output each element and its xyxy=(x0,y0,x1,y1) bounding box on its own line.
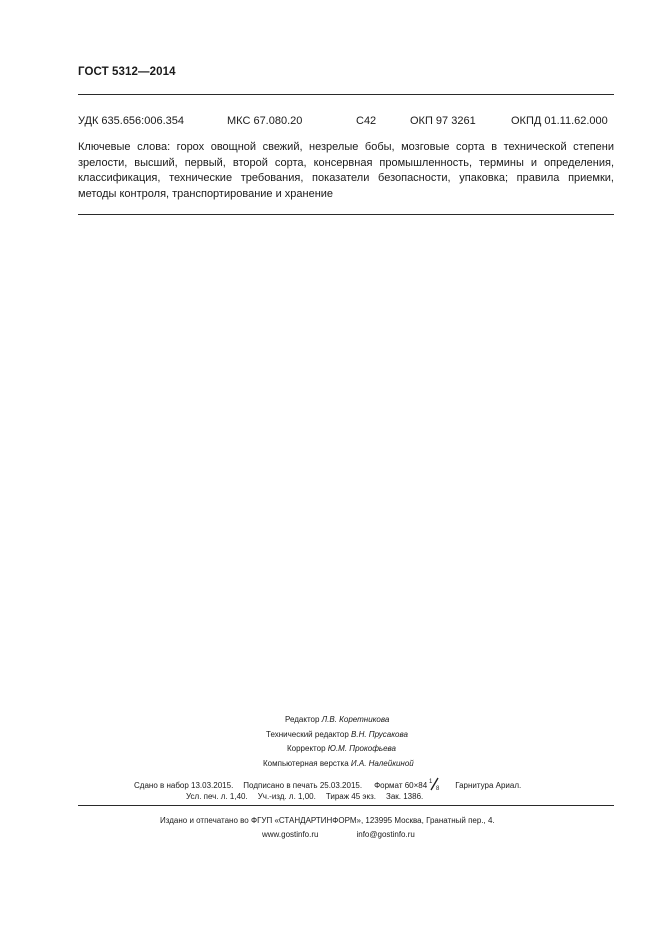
document-code: ГОСТ 5312—2014 xyxy=(78,66,176,78)
typeface: Гарнитура Ариал. xyxy=(455,781,522,790)
credit-name: И.А. Налейкиной xyxy=(350,758,414,768)
website-link[interactable]: www.gostinfo.ru xyxy=(262,830,319,839)
print-dates-line xyxy=(134,779,521,790)
svg-text:1: 1 xyxy=(429,779,433,785)
mks-code: МКС 67.080.20 xyxy=(227,115,303,127)
publisher-line: Издано и отпечатано во ФГУП «СТАНДАРТИНФОРМ», 123995 Москва, Гранатный пер., 4. xyxy=(160,816,495,825)
svg-text:8: 8 xyxy=(436,786,440,791)
credit-tech-editor xyxy=(266,728,408,743)
copies: Тираж 45 экз. xyxy=(325,792,376,801)
imprint-divider xyxy=(78,805,614,806)
credit-label: Корректор xyxy=(287,744,326,753)
top-divider xyxy=(78,94,614,95)
credit-label: Компьютерная верстка xyxy=(263,758,349,768)
credit-editor xyxy=(285,713,389,728)
order-number: Зак. 1386. xyxy=(386,792,424,801)
credit-name: В.Н. Прусакова xyxy=(351,729,408,739)
okp-code: ОКП 97 3261 xyxy=(410,115,476,127)
credit-layout xyxy=(263,757,414,772)
one-eighth-fraction-icon xyxy=(429,779,441,789)
okpd-code: ОКПД 01.11.62.000 xyxy=(511,115,608,127)
credit-name: Ю.М. Прокофьева xyxy=(327,744,396,753)
sent-to-set: Сдано в набор 13.03.2015. xyxy=(134,781,234,790)
c-code: С42 xyxy=(356,115,377,127)
signed-to-print: Подписано в печать 25.03.2015. xyxy=(243,781,363,790)
print-volume-line xyxy=(186,792,423,801)
credit-corrector xyxy=(287,742,396,757)
udk-code: УДК 635.656:006.354 xyxy=(78,115,184,127)
credit-label: Технический редактор xyxy=(266,729,349,739)
email-link[interactable]: info@gostinfo.ru xyxy=(356,830,415,839)
keywords-paragraph: Ключевые слова: горох овощной свежий, незрелые бобы, мозговые сорта в технической степени зрелости, высший, первый, второй сорта, консервная промышленность, термины и определения, классификация, технические требования, показатели безопасности, упаковка; правила приемки, методы контроля, транспортирование и хранение xyxy=(78,141,614,200)
paper-format: Формат 60×84 xyxy=(374,781,428,790)
pub-sheets: Уч.-изд. л. 1,00. xyxy=(257,792,316,801)
print-sheets: Усл. печ. л. 1,40. xyxy=(186,792,248,801)
credit-name: Л.В. Коретникова xyxy=(321,715,390,724)
contacts-line xyxy=(262,830,415,839)
credit-label: Редактор xyxy=(285,715,320,724)
keywords-divider xyxy=(78,214,614,215)
